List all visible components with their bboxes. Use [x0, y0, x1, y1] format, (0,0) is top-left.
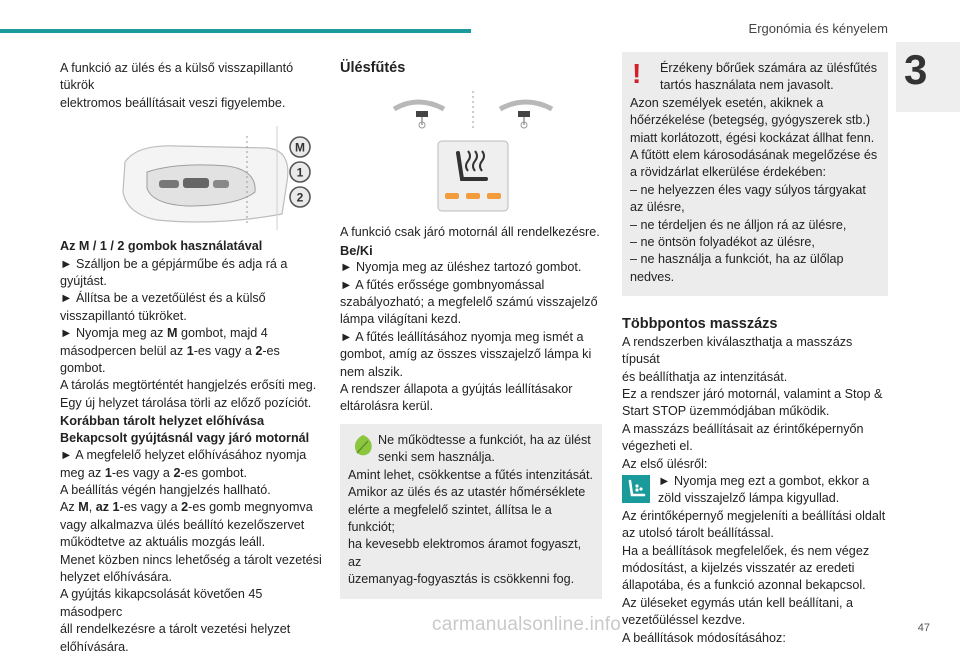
- body-line: A beállítás végén hangjelzés hallható.: [60, 482, 271, 497]
- warning-icon: !: [632, 58, 642, 89]
- body-line: módosítást, a kijelzés visszatér az eredeti: [622, 560, 855, 575]
- steering-wheel-right-icon: [500, 102, 552, 128]
- memory-button-m: [290, 137, 310, 157]
- eco-leaf-icon: [348, 432, 378, 460]
- body-line: Az első ülésről:: [622, 456, 708, 471]
- recall-heading: Korábban tárolt helyzet előhívása: [60, 413, 265, 429]
- seat-heating-title: Ülésfűtés: [340, 60, 406, 76]
- body-line: helyzet előhívására.: [60, 569, 173, 584]
- body-line: A beállítások módosításához:: [622, 630, 786, 645]
- body-line: gombot, amíg az összes visszajelző lámpa ki: [340, 347, 592, 362]
- body-line: A gyújtás kikapcsolását követően 45 másodperc: [60, 587, 263, 619]
- memory-button-1: [290, 162, 310, 182]
- eco-note-box: [340, 424, 602, 599]
- body-line: ► Nyomja meg ezt a gombot, ekkor a: [658, 473, 870, 488]
- warning-line: – ne helyezzen éles vagy súlyos tárgyakat: [630, 182, 866, 197]
- warning-line: tartós használata nem javasolt.: [660, 78, 834, 93]
- body-line: ► Szálljon be a gépjárműbe és adja rá a: [60, 256, 288, 271]
- memory-button-label: 2: [296, 190, 304, 205]
- body-line: végezheti el.: [622, 439, 693, 454]
- body-line: állapotába, és a funkció azonnal bekapcsol.: [622, 578, 866, 593]
- eco-note-line: senki sem használja.: [378, 450, 495, 465]
- body-line: vagy alkalmazva ülés beállító kezelőszervet: [60, 517, 305, 532]
- intro-line: elektromos beállításait veszi figyelembe.: [60, 95, 286, 110]
- warning-line: – ne térdeljen és ne álljon rá az ülésre,: [630, 217, 847, 232]
- body-line: Az érintőképernyő megjeleníti a beállítási oldalt: [622, 508, 886, 523]
- body-line: másodpercen belül az 1-es vagy a 2-es gombot.: [60, 343, 280, 376]
- body-line: Az üléseket egymás után kell beállítani, a: [622, 595, 854, 610]
- body-line: szabályozható; a megfelelő számú visszajelző: [340, 295, 598, 310]
- body-line: áll rendelkezésre a tárolt vezetési helyzet: [60, 622, 291, 637]
- heated-seat-button-icon: [438, 141, 508, 211]
- body-line: eltárolásra kerül.: [340, 399, 434, 414]
- on-off-heading: Be/Ki: [340, 242, 373, 258]
- body-line: Start STOP üzemmódjában működik.: [622, 404, 830, 419]
- body-line: az utolsó tárolt beállítással.: [622, 526, 774, 541]
- warning-line: a rövidzárlat elkerülése érdekében:: [630, 165, 827, 180]
- warning-line: – ne használja a funkciót, ha az ülőlap: [630, 252, 844, 267]
- body-line: meg az 1-es vagy a 2-es gombot.: [60, 465, 247, 480]
- body-line: ► Állítsa be a vezetőülést és a külső: [60, 291, 266, 306]
- chapter-number: 3: [904, 46, 928, 93]
- body-line: A tárolás megtörténtét hangjelzés erősíti meg.: [60, 378, 317, 393]
- body-line: gyújtást.: [60, 274, 107, 289]
- body-line: A rendszerben kiválaszthatja a masszázs típusát: [622, 334, 853, 367]
- memory-button-2: [290, 187, 310, 207]
- recall-condition: Bekapcsolt gyújtásnál vagy járó motornál: [60, 430, 310, 445]
- body-line: ► Nyomja meg az M gombot, majd 4: [60, 326, 268, 341]
- warning-line: Azon személyek esetén, akiknek a: [630, 95, 824, 110]
- buttons-usage-title: Az M / 1 / 2 gombok használatával: [60, 239, 263, 254]
- body-line: ► Nyomja meg az üléshez tartozó gombot.: [340, 260, 582, 275]
- body-line: és beállíthatja az intenzitását.: [622, 369, 788, 384]
- header-accent-bar: [0, 29, 471, 33]
- intro-line: A funkció az ülés és a külső visszapillantó tükrök: [60, 61, 294, 93]
- steering-wheel-left-icon: [394, 102, 444, 128]
- body-line: Ha a beállítások megfelelőek, és nem végez: [622, 543, 870, 558]
- body-line: Ez a rendszer járó motornál, valamint a Stop &: [622, 386, 883, 401]
- chapter-header: Ergonómia és kényelem: [748, 21, 888, 36]
- body-line: visszapillantó tükröket.: [60, 308, 187, 323]
- eco-note-line: elérte a megfelelő szintet, állítsa le a funkciót;: [348, 502, 552, 534]
- seat-heating-illustration: [388, 89, 563, 214]
- body-line: nem alszik.: [340, 364, 403, 379]
- seat-heating-caption: A funkció csak járó motornál áll rendelkezésre.: [340, 225, 600, 240]
- warning-line: nedves.: [630, 269, 675, 284]
- massage-heading: Többpontos masszázs: [622, 316, 778, 333]
- body-line: Az M, az 1-es vagy a 2-es gomb megnyomva: [60, 500, 313, 515]
- body-line: előhívására.: [60, 639, 129, 654]
- warning-line: hőérzékelése (betegség, gyógyszerek stb.): [630, 113, 871, 128]
- body-line: Menet közben nincs lehetőség a tárolt vezetési: [60, 552, 322, 567]
- body-line: A masszázs beállításait az érintőképernyőn: [622, 421, 864, 436]
- column-seat-heating: [340, 60, 602, 599]
- body-line: lámpa világítani kezd.: [340, 312, 462, 327]
- warning-line: miatt korlátozott, égési kockázat állhat fenn.: [630, 130, 875, 145]
- eco-note-line: Amint lehet, csökkentse a fűtés intenzitását.: [348, 467, 594, 482]
- column-warning-massage: [622, 52, 888, 647]
- page-number: 47: [917, 622, 930, 634]
- body-line: ► A megfelelő helyzet előhívásához nyomja: [60, 448, 307, 463]
- body-line: Egy új helyzet tárolása törli az előző pozíciót.: [60, 395, 312, 410]
- eco-note-line: Amikor az ülés és az utastér hőmérséklete: [348, 485, 586, 500]
- warning-box: [622, 52, 888, 296]
- body-line: működtetve az aktuális mozgás leáll.: [60, 535, 266, 550]
- body-line: zöld visszajelző lámpa kigyullad.: [658, 491, 840, 506]
- body-line: vezetőüléssel kezdve.: [622, 613, 746, 628]
- seat-memory-illustration: [117, 122, 322, 232]
- warning-line: az ülésre,: [630, 200, 685, 215]
- warning-line: Érzékeny bőrűek számára az ülésfűtés: [660, 61, 877, 75]
- eco-note-line: üzemanyag-fogyasztás is csökkenni fog.: [348, 572, 575, 587]
- body-line: ► A fűtés erőssége gombnyomással: [340, 277, 545, 292]
- column-memory-seat: [60, 60, 322, 656]
- warning-line: – ne öntsön folyadékot az ülésre,: [630, 235, 815, 250]
- eco-note-line: ha kevesebb elektromos áramot fogyaszt, az: [348, 537, 582, 569]
- massage-button-icon: [622, 475, 650, 503]
- warning-line: A fűtött elem károsodásának megelőzése és: [630, 148, 878, 163]
- body-line: A rendszer állapota a gyújtás leállításakor: [340, 382, 573, 397]
- body-line: ► A fűtés leállításához nyomja meg ismét a: [340, 329, 584, 344]
- eco-note-line: Ne működtesse a funkciót, ha az ülést: [378, 432, 591, 447]
- watermark: carmanualsonline.info: [432, 614, 622, 635]
- memory-button-label: 1: [296, 165, 304, 180]
- memory-button-label: M: [295, 140, 305, 155]
